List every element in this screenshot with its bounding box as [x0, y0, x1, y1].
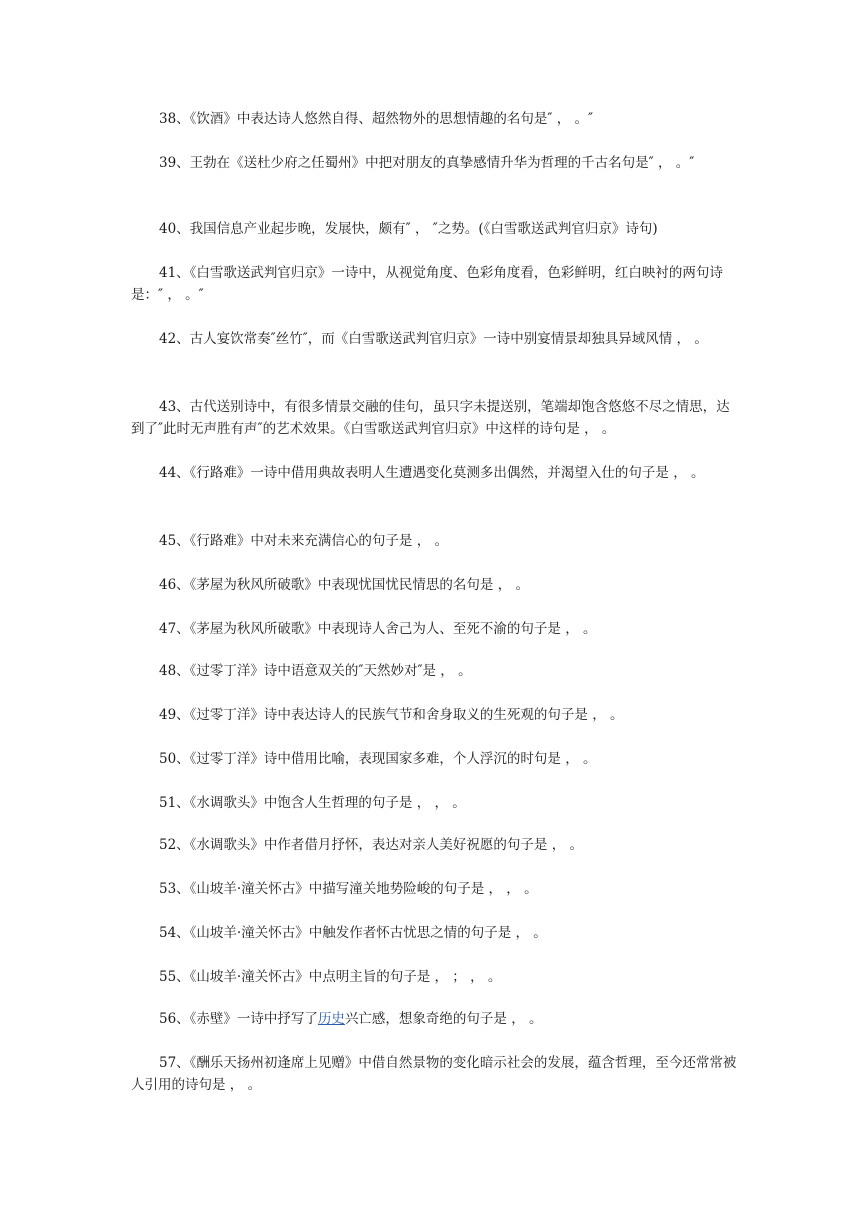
- question-41: 41、《白雪歌送武判官归京》一诗中，从视觉角度、色彩角度看，色彩鲜明，红白映衬的两句诗是：″ ， 。″: [131, 265, 723, 303]
- question-57: 57、《酬乐天扬州初逢席上见赠》中借自然景物的变化暗示社会的发展，蕴含哲理，至今还常常被人引用的诗句是 ， 。: [131, 1055, 737, 1093]
- question-56-before: 56、《赤壁》一诗中抒写了: [159, 1011, 318, 1027]
- question-54: 54、《山坡羊·潼关怀古》中触发作者怀古忧思之情的句子是 ， 。: [159, 925, 547, 941]
- question-51: 51、《水调歌头》中饱含人生哲理的句子是 ， ， 。: [159, 795, 466, 811]
- question-46: 46、《茅屋为秋风所破歌》中表现忧国忧民情思的名句是 ， 。: [159, 577, 530, 593]
- question-43: 43、古代送别诗中，有很多情景交融的佳句，虽只字未提送别，笔端却饱含悠悠不尽之情思，达到了″此时无声胜有声″的艺术效果。《白雪歌送武判官归京》中这样的诗句是 ， 。: [131, 399, 730, 437]
- question-39: 39、王勃在《送杜少府之任蜀州》中把对朋友的真挚感情升华为哲理的千古名句是″ ， 。″: [159, 155, 695, 171]
- question-52: 52、《水调歌头》中作者借月抒怀，表达对亲人美好祝愿的句子是 ， 。: [159, 837, 584, 853]
- question-44: 44、《行路难》一诗中借用典故表明人生遭遇变化莫测多出偶然，并渴望入仕的句子是 ， 。: [159, 465, 705, 481]
- question-56-after: 兴亡感，想象奇绝的句子是 ， 。: [344, 1011, 543, 1027]
- question-49: 49、《过零丁洋》诗中表达诗人的民族气节和舍身取义的生死观的句子是 ， 。: [159, 707, 624, 723]
- question-50: 50、《过零丁洋》诗中借用比喻，表现国家多难，个人浮沉的时句是 ， 。: [159, 751, 597, 767]
- question-38: 38、《饮酒》中表达诗人悠然自得、超然物外的思想情趣的名句是″ ， 。″: [159, 111, 594, 127]
- question-55: 55、《山坡羊·潼关怀古》中点明主旨的句子是 ， ； ， 。: [159, 969, 502, 985]
- question-42: 42、古人宴饮常奏″丝竹″，而《白雪歌送武判官归京》一诗中别宴情景却独具异域风情 ， 。: [159, 331, 708, 347]
- history-link[interactable]: 历史: [317, 1011, 345, 1027]
- question-40: 40、我国信息产业起步晚，发展快，颇有″ ， ″之势。(《白雪歌送武判官归京》诗句): [159, 221, 658, 237]
- question-53: 53、《山坡羊·潼关怀古》中描写潼关地势险峻的句子是 ， ， 。: [159, 881, 538, 897]
- question-56: [131, 1008, 743, 1030]
- question-45: 45、《行路难》中对未来充满信心的句子是 ， 。: [159, 533, 449, 549]
- question-48: 48、《过零丁洋》诗中语意双关的″天然妙对″是 ， 。: [159, 663, 472, 679]
- question-47: 47、《茅屋为秋风所破歌》中表现诗人舍己为人、至死不渝的句子是 ， 。: [159, 621, 597, 637]
